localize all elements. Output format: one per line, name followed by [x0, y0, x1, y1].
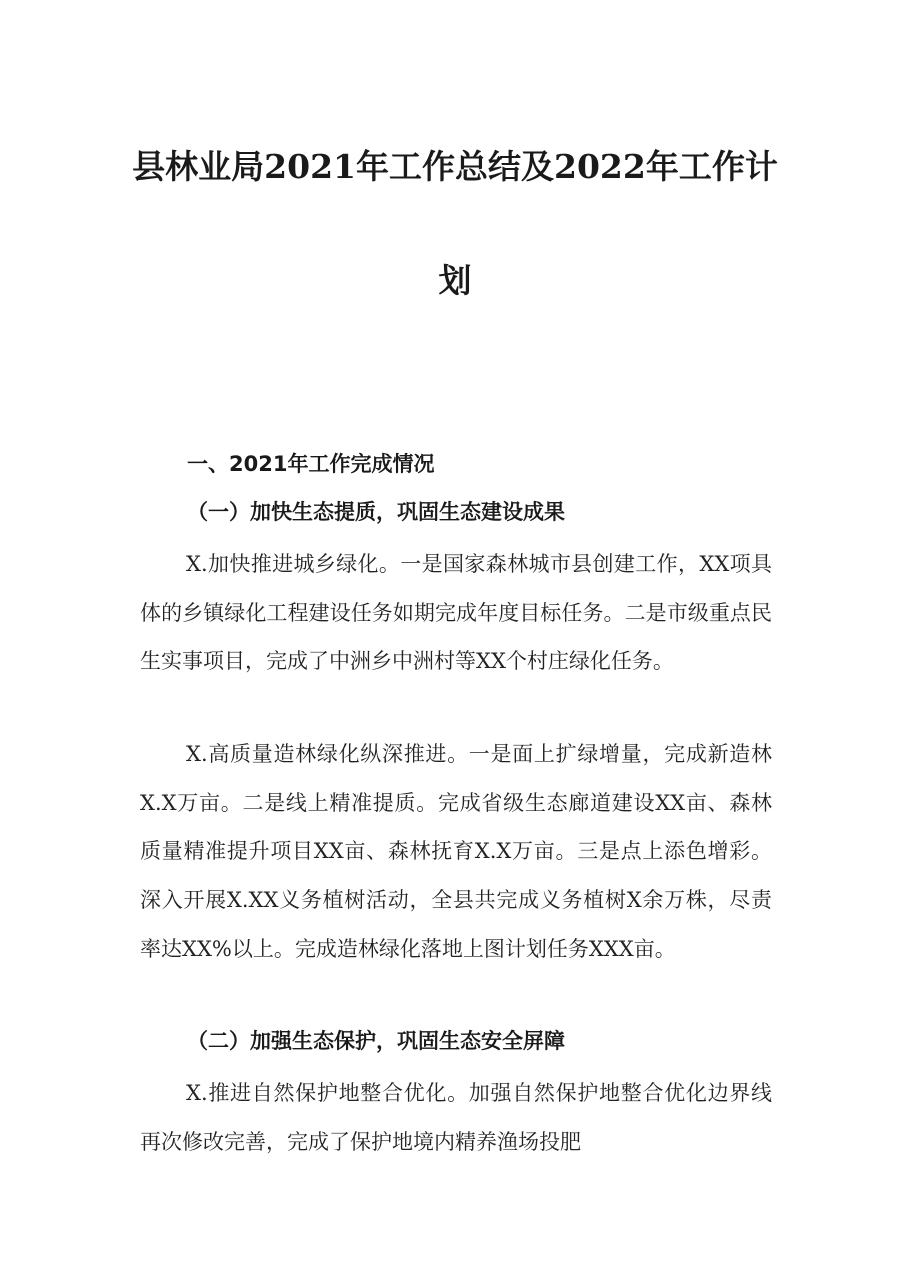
subsection-heading-ecology-quality: （一）加快生态提质，巩固生态建设成果 — [187, 500, 565, 524]
document-title-line-1: 县林业局2021年工作总结及2022年工作计 — [132, 147, 778, 186]
paragraph-urban-rural-greening: X.加快推进城乡绿化。一是国家森林城市县创建工作，XX项具体的乡镇绿化工程建设任务如期完成年度目标任务。二是市级重点民生实事项目，完成了中洲乡中洲村等XX个村庄绿化任务。 — [140, 552, 772, 674]
paragraph-afforestation: X.高质量造林绿化纵深推进。一是面上扩绿增量，完成新造林X.X万亩。二是线上精准提质。完成省级生态廊道建设XX亩、森林质量精准提升项目XX亩、森林抚育X.X万亩。三是点上添色增彩。深入开展X.XX义务植树活动，全县共完成义务植树X余万株，尽责率达XX%以上。完成造林绿化落地上图计划任务XXX亩。 — [140, 742, 772, 961]
subsection-heading-ecology-protection: （二）加强生态保护，巩固生态安全屏障 — [187, 1029, 565, 1053]
document-title-line-2: 划 — [438, 261, 472, 300]
paragraph-nature-reserve-optimization: X.推进自然保护地整合优化。加强自然保护地整合优化边界线再次修改完善，完成了保护地境内精养渔场投肥 — [140, 1081, 772, 1154]
section-heading-2021-work: 一、2021年工作完成情况 — [187, 452, 435, 476]
